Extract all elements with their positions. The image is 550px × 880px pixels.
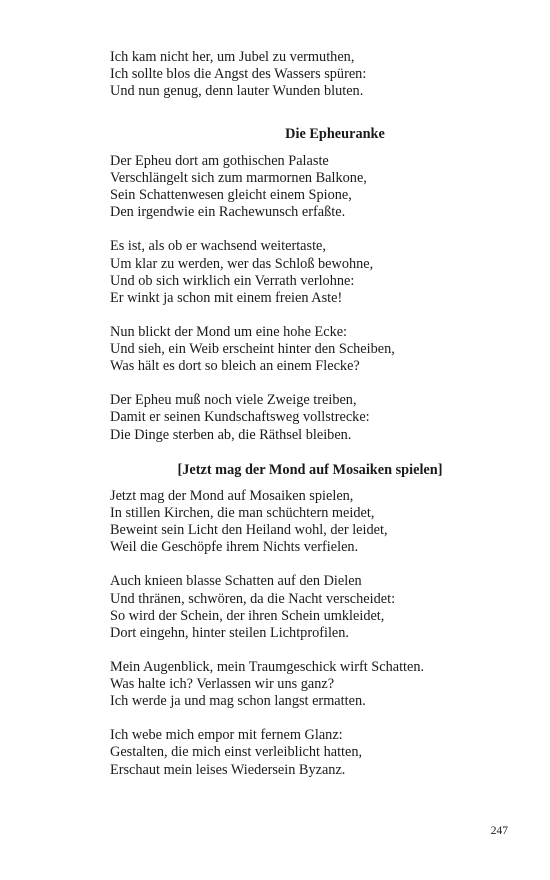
poem-epheuranke [110,153,470,444]
verse-line: Ich webe mich empor mit fernem Glanz: [110,727,343,744]
verse-line: Ich sollte blos die Angst des Wassers spüren: [110,66,367,83]
verse-line: Es ist, als ob er wachsend weitertaste, [110,238,326,255]
stanza [110,659,470,710]
verse-line: Und ob sich wirklich ein Verrath verlohne: [110,272,355,289]
verse-line: So wird der Schein, der ihren Schein umkleidet, [110,607,385,624]
verse-line: Er winkt ja schon mit einem freien Aste! [110,289,343,306]
prev-poem-ending [110,49,470,100]
verse-line: Verschlängelt sich zum marmornen Balkone, [110,170,367,187]
verse-line: Was hält es dort so bleich an einem Flecke? [110,358,360,375]
verse-line: Und sieh, ein Weib erscheint hinter den Scheiben, [110,341,395,358]
verse-line: Weil die Geschöpfe ihrem Nichts verfielen. [110,539,359,556]
stanza [110,727,470,778]
poem-title-epheuranke: Die Epheuranke [285,126,385,142]
stanza [110,238,470,306]
verse-line: Der Epheu dort am gothischen Palaste [110,153,329,169]
verse-line: Der Epheu muß noch viele Zweige treiben, [110,392,357,409]
verse-line: Ich kam nicht her, um Jubel zu vermuthen, [110,49,355,65]
verse-line: Und nun genug, denn lauter Wunden bluten. [110,83,364,100]
stanza [110,153,470,221]
verse-line: Sein Schattenwesen gleicht einem Spione, [110,187,352,204]
verse-line: Erschaut mein leises Wiedersein Byzanz. [110,761,346,778]
stanza [110,392,470,443]
verse-line: Und thränen, schwören, da die Nacht verscheidet: [110,590,396,607]
verse-line: Den irgendwie ein Rachewunsch erfaßte. [110,204,346,221]
verse-line: Um klar zu werden, wer das Schloß bewohne, [110,255,374,272]
verse-line: Mein Augenblick, mein Traumgeschick wirft Schatten. [110,658,425,675]
stanza [110,49,470,100]
page-number: 247 [490,825,508,837]
poem-mond [110,488,470,779]
verse-line: Was halte ich? Verlassen wir uns ganz? [110,676,335,693]
verse-line: Nun blickt der Mond um eine hohe Ecke: [110,323,348,340]
verse-line: Die Dinge sterben ab, die Räthsel bleiben. [110,426,352,443]
stanza [110,573,470,641]
poem-title-mond: [Jetzt mag der Mond auf Mosaiken spielen] [177,462,443,478]
verse-line: Dort eingehn, hinter steilen Lichtprofilen. [110,624,350,641]
stanza [110,324,470,375]
verse-line: In stillen Kirchen, die man schüchtern meidet, [110,505,375,522]
verse-line: Damit er seinen Kundschaftsweg vollstrecke: [110,409,370,426]
verse-line: Auch knieen blasse Schatten auf den Dielen [110,573,362,590]
verse-line: Ich werde ja und mag schon langst ermatten. [110,693,366,710]
verse-line: Beweint sein Licht den Heiland wohl, der leidet, [110,522,388,539]
verse-line: Jetzt mag der Mond auf Mosaiken spielen, [110,488,354,504]
stanza [110,488,470,556]
verse-line: Gestalten, die mich einst verleiblicht hatten, [110,744,363,761]
